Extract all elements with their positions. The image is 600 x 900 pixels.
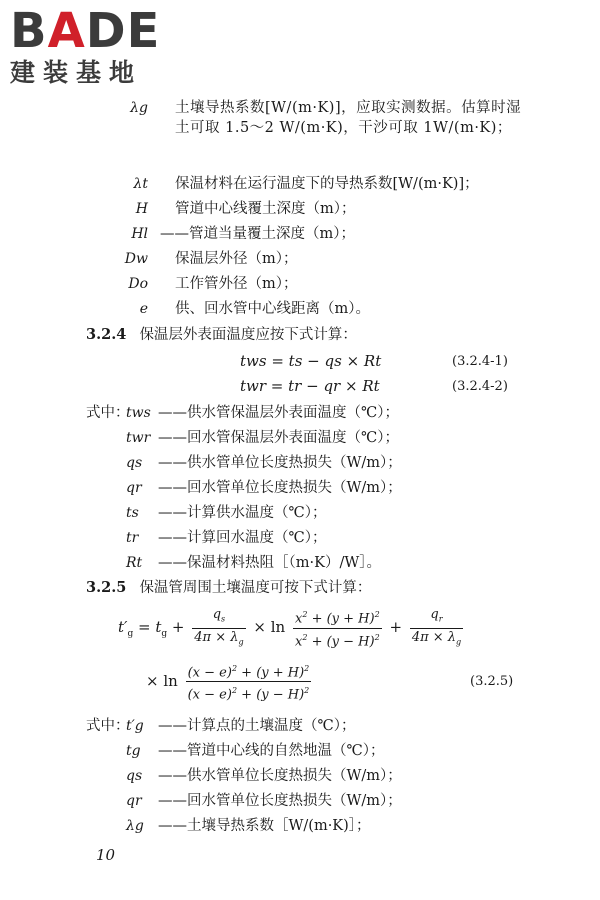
section-title: 保温管周围土壤温度可按下式计算： — [139, 580, 372, 596]
equation-number: (3.2.5) — [470, 674, 514, 689]
equation-number: (3.2.4-1) — [452, 354, 508, 369]
definition-text: ——供水管单位长度热损失（W/m）； — [158, 768, 402, 784]
equation-3-2-4-1: tws = ts − qs × Rt — [240, 352, 382, 370]
section-number: 3.2.5 — [86, 579, 127, 596]
definition-symbol: tg — [126, 743, 141, 759]
definition-text: 保温层外径（m）； — [175, 251, 298, 267]
section-heading-3-2-5 — [86, 578, 371, 598]
definition-text: 管道中心线覆土深度（m）； — [175, 201, 356, 217]
equation-3-2-4-2: twr = tr − qr × Rt — [240, 377, 380, 395]
definition-lead: 式中： — [86, 405, 130, 421]
definition-symbol: ts — [126, 505, 139, 521]
logo — [10, 3, 185, 88]
fraction: $\frac{q_r}{4\pi \times \lambda_g}$ — [411, 607, 462, 647]
definition-symbol: Do — [128, 276, 148, 292]
definition-symbol: λt — [133, 176, 148, 192]
definition-symbol: qs — [126, 768, 143, 784]
definition-text: ——管道中心线的自然地温（℃）； — [158, 743, 385, 759]
definition-text: ——回水管保温层外表面温度（℃）； — [158, 430, 399, 446]
definition-symbol: qr — [126, 480, 142, 496]
definition-symbol: qs — [126, 455, 143, 471]
definition-symbol: t′g — [126, 718, 144, 734]
definition-text: ——保温材料热阻［（m·K）/W］。 — [158, 555, 381, 571]
fraction: $\frac{q_s}{4\pi \times \lambda_g}$ — [194, 607, 244, 647]
definition-text: ——供水管保温层外表面温度（℃）； — [158, 405, 399, 421]
definition-text: 供、回水管中心线距离（m）。 — [175, 301, 370, 317]
section-heading-3-2-4 — [86, 325, 357, 345]
definition-symbol: λg — [130, 100, 148, 116]
definition-symbol: qr — [126, 793, 142, 809]
fraction: $\frac{x^2 + (y + H)^2}{x^2 + (y - H)^2}$ — [293, 606, 382, 650]
definition-symbol: e — [139, 301, 148, 317]
definition-text: 工作管外径（m）； — [175, 276, 298, 292]
definition-symbol: H — [135, 201, 148, 217]
definition-text: ——计算回水温度（℃）； — [158, 530, 327, 546]
definition-text: 保温材料在运行温度下的导热系数[W/(m·K)]； — [175, 176, 479, 192]
definition-text: ——回水管单位长度热损失（W/m）； — [158, 480, 402, 496]
equation-3-2-5-line-1: $t'_g = t_g$ + $\frac{q_s}{4\pi \times \lambda_g}$ × ln $\frac{x^2 + (y + H)^2}{x^2 + (y - H)^2}$ + $\frac{q_r}{4\pi \times \lambda_g}$ — [118, 607, 462, 649]
logo-subtitle: 建装基地 — [10, 58, 143, 87]
definition-symbol: tws — [126, 405, 151, 421]
section-number: 3.2.4 — [86, 326, 127, 343]
page-number: 10 — [96, 846, 116, 864]
definition-symbol: Dw — [124, 251, 148, 267]
definition-text: ——回水管单位长度热损失（W/m）； — [158, 793, 402, 809]
equation-3-2-5-line-2: × ln $\frac{(x - e)^2 + (y + H)^2}{(x - e)^2 + (y - H)^2}$ — [146, 660, 314, 704]
section-title: 保温层外表面温度应按下式计算： — [139, 327, 357, 343]
definition-text: ——管道当量覆土深度（m）； — [160, 226, 355, 242]
definition-text: ——计算供水温度（℃）； — [158, 505, 327, 521]
definition-lead: 式中： — [86, 718, 130, 734]
definition-text: ——供水管单位长度热损失（W/m）； — [158, 455, 402, 471]
fraction: $\frac{(x - e)^2 + (y + H)^2}{(x - e)^2 + (y - H)^2}$ — [186, 660, 312, 704]
definition-symbol: λg — [126, 818, 144, 834]
definition-symbol: tr — [126, 530, 139, 546]
equation-number: (3.2.4-2) — [452, 379, 508, 394]
definition-text: 土壤导热系数[W/(m·K)]，应取实测数据。估算时湿土可取 1.5～2 W/(m·K)，干沙可取 1W/(m·K)； — [175, 100, 522, 136]
definition-symbol: Hl — [131, 226, 148, 242]
definition-symbol: twr — [126, 430, 151, 446]
definition-text: ——计算点的土壤温度（℃）； — [158, 718, 356, 734]
logo-wordmark: BADE — [10, 3, 161, 59]
definition-symbol: Rt — [126, 555, 143, 571]
definition-text: ——土壤导热系数［W/(m·K)］； — [158, 818, 371, 834]
definition-item — [0, 98, 600, 158]
